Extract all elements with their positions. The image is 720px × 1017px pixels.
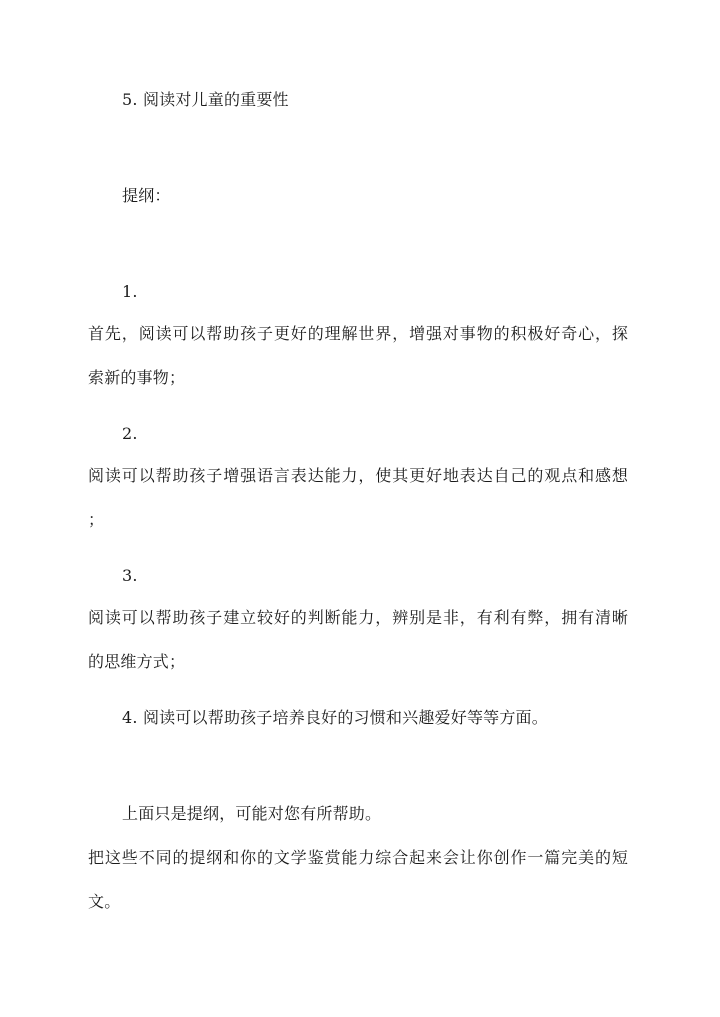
item-3-text-line-2: 的思维方式；: [88, 652, 186, 671]
item-4-text: 4. 阅读可以帮助孩子培养良好的习惯和兴趣爱好等等方面。: [122, 708, 548, 727]
item-3-number: 3.: [122, 566, 138, 585]
item-1-text-line-2: 索新的事物；: [88, 368, 186, 387]
item-1-number: 1.: [122, 282, 138, 301]
final-paragraph-line-2: 文。: [88, 892, 121, 911]
outline-label: 提纲：: [122, 186, 171, 205]
closing-line: 上面只是提纲，可能对您有所帮助。: [122, 804, 382, 823]
item-2-text-line-2: ；: [88, 510, 105, 529]
final-paragraph-line-1: 把这些不同的提纲和你的文学鉴赏能力综合起来会让你创作一篇完美的短: [88, 848, 629, 867]
item-2-number: 2.: [122, 424, 138, 443]
section-heading: 5. 阅读对儿童的重要性: [122, 90, 289, 109]
item-2-text-line-1: 阅读可以帮助孩子增强语言表达能力，使其更好地表达自己的观点和感想: [88, 466, 629, 485]
item-3-text-line-1: 阅读可以帮助孩子建立较好的判断能力，辨别是非，有利有弊，拥有清晰: [88, 608, 629, 627]
item-1-text-line-1: 首先，阅读可以帮助孩子更好的理解世界，增强对事物的积极好奇心，探: [88, 324, 629, 343]
